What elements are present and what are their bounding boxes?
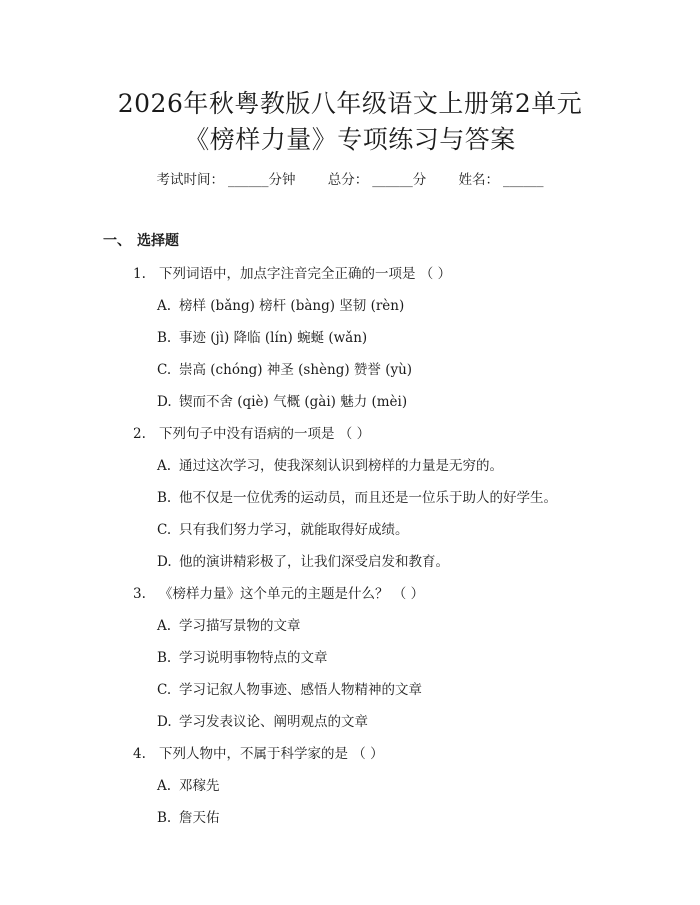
question-number: 2. (133, 426, 146, 442)
option-text: 崇高 (chóng) 神圣 (shèng) 赞誉 (yù) (179, 362, 413, 378)
option-letter: A. (157, 778, 172, 794)
question-4-option-a (157, 774, 220, 794)
option-text: 榜样 (bǎng) 榜杆 (bàng) 坚韧 (rèn) (179, 298, 405, 314)
option-text: 他不仅是一位优秀的运动员，而且还是一位乐于助人的好学生。 (179, 490, 557, 506)
option-text: 邓稼先 (179, 778, 220, 794)
question-2 (133, 422, 370, 442)
option-letter: C. (157, 522, 172, 538)
name-field (459, 168, 544, 188)
option-letter: B. (157, 490, 172, 506)
section-number: 一、 (103, 233, 131, 249)
question-3-option-c (157, 678, 422, 698)
option-letter: C. (157, 682, 172, 698)
option-letter: D. (157, 554, 172, 570)
question-2-option-b (157, 486, 557, 506)
question-2-option-d (157, 550, 449, 570)
question-3 (133, 582, 424, 602)
question-2-option-c (157, 518, 409, 538)
question-number: 4. (133, 746, 146, 762)
question-text: 下列人物中，不属于科学家的是 （ ） (159, 746, 384, 762)
name-label: 姓名： (458, 172, 500, 188)
option-text: 詹天佑 (179, 810, 220, 826)
question-4-option-b (157, 806, 220, 826)
option-letter: C. (157, 362, 172, 378)
option-letter: D. (157, 394, 172, 410)
question-1-option-b (157, 326, 367, 346)
question-number: 1. (133, 266, 146, 282)
option-text: 只有我们努力学习，就能取得好成绩。 (179, 522, 409, 538)
option-text: 学习记叙人物事迹、感悟人物精神的文章 (179, 682, 422, 698)
option-text: 锲而不舍 (qiè) 气概 (gài) 魅力 (mèi) (179, 394, 408, 410)
option-letter: B. (157, 330, 172, 346)
option-text: 事迹 (jì) 降临 (lín) 蜿蜒 (wǎn) (179, 330, 368, 346)
question-3-option-b (157, 646, 328, 666)
question-text: 下列句子中没有语病的一项是 （ ） (159, 426, 371, 442)
name-blank: ______ (503, 172, 544, 188)
exam-time-label: 考试时间： (156, 172, 224, 188)
option-text: 学习发表议论、阐明观点的文章 (179, 714, 368, 730)
option-text: 通过这次学习，使我深刻认识到榜样的力量是无穷的。 (179, 458, 503, 474)
option-letter: A. (157, 618, 172, 634)
option-text: 学习说明事物特点的文章 (179, 650, 328, 666)
question-3-option-a (157, 614, 301, 634)
question-1-option-d (157, 390, 407, 410)
exam-info-row (0, 168, 700, 188)
section-heading (103, 230, 179, 250)
question-number: 3. (133, 586, 146, 602)
exam-time-unit: 分钟 (268, 172, 296, 188)
total-score-unit: 分 (412, 172, 427, 188)
option-text: 他的演讲精彩极了，让我们深受启发和教育。 (179, 554, 449, 570)
option-letter: B. (157, 810, 172, 826)
question-4 (133, 742, 384, 762)
question-2-option-a (157, 454, 503, 474)
section-title: 选择题 (137, 233, 179, 249)
document-title-line2: 《榜样力量》专项练习与答案 (184, 125, 516, 154)
option-text: 学习描写景物的文章 (179, 618, 301, 634)
question-text: 《榜样力量》这个单元的主题是什么？ （ ） (159, 586, 425, 602)
question-text: 下列词语中，加点字注音完全正确的一项是 （ ） (159, 266, 452, 282)
total-score-field (328, 168, 427, 188)
option-letter: A. (157, 298, 172, 314)
total-score-blank: ______ (372, 172, 413, 188)
question-1 (133, 262, 451, 282)
exam-time-field (156, 168, 295, 188)
document-title-line1: 2026年秋粤教版八年级语文上册第2单元 (117, 89, 583, 118)
exam-time-blank: ______ (227, 172, 269, 188)
total-score-label: 总分： (327, 172, 369, 188)
option-letter: B. (157, 650, 172, 666)
question-1-option-a (157, 294, 404, 314)
option-letter: A. (157, 458, 172, 474)
question-1-option-c (157, 358, 412, 378)
question-3-option-d (157, 710, 368, 730)
option-letter: D. (157, 714, 172, 730)
